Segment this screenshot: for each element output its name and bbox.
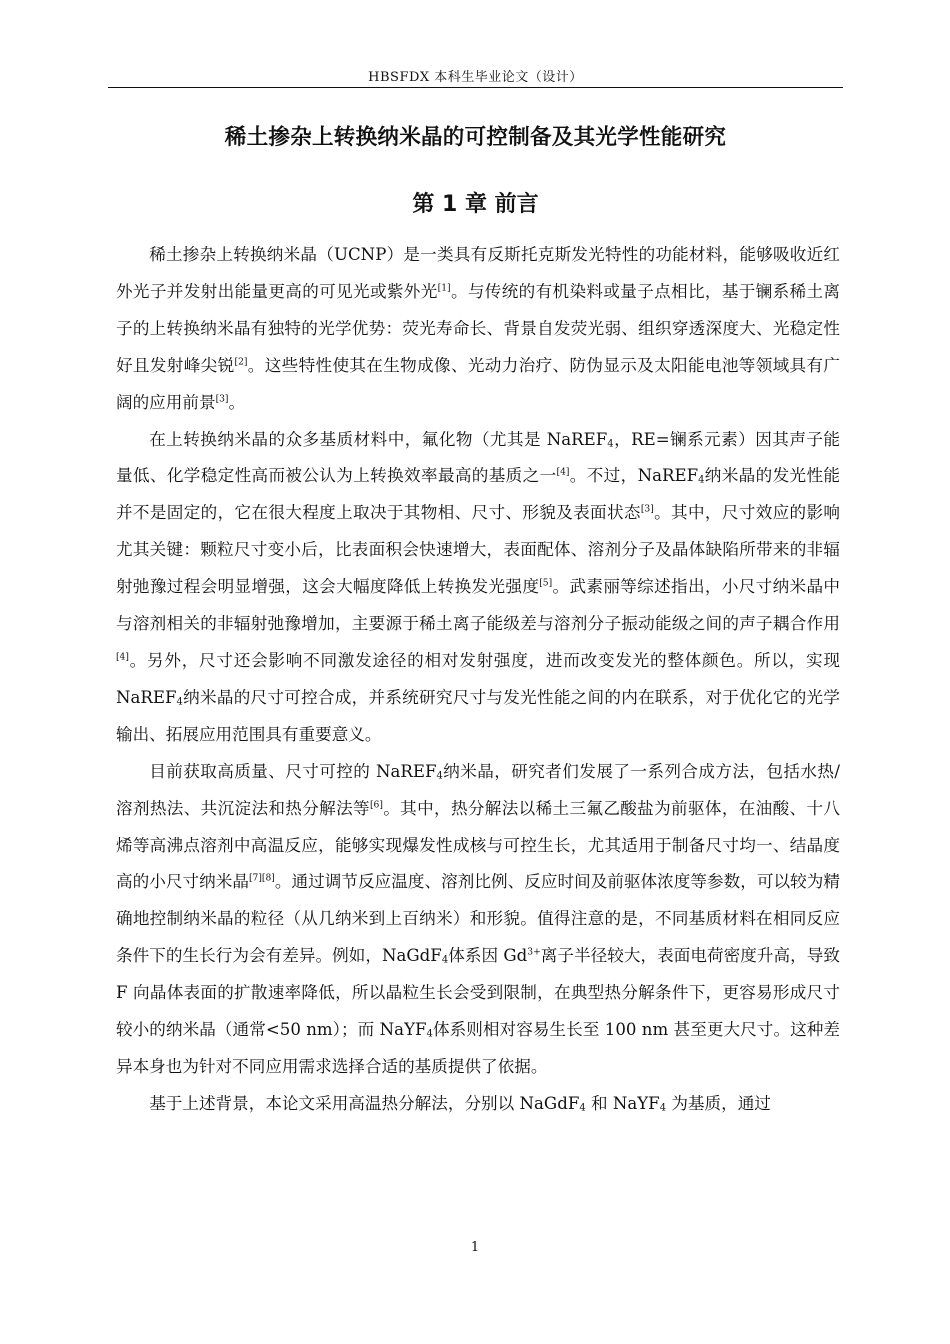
- paragraph-4: [116, 1086, 840, 1123]
- chemical-subscript: 4: [436, 770, 443, 782]
- chemical-subscript: 4: [176, 696, 183, 708]
- chemical-subscript: 4: [659, 1102, 667, 1114]
- chemical-subscript: 4: [579, 1102, 586, 1114]
- citation-superscript: [7][8]: [248, 874, 275, 885]
- header-rule: [108, 87, 843, 88]
- text-run: 。另外，尺寸还会影响不同激发途径的相对发射强度，进而改变发光的整体颜色。所以，实现 NaREF: [116, 650, 840, 707]
- text-run: 稀土掺杂上转换纳米晶（UCNP）是一类具有反斯托克斯发光特性的功能材料，能够吸收近红外光子并发射出能量更高的可见光或紫外光: [116, 245, 840, 301]
- thesis-title: 稀土掺杂上转换纳米晶的可控制备及其光学性能研究: [224, 125, 727, 150]
- citation-superscript: [4]: [556, 468, 570, 479]
- citation-superscript: [3]: [640, 504, 654, 515]
- running-header: HBSFDX 本科生毕业论文（设计）: [368, 70, 583, 85]
- citation-superscript: [5]: [539, 578, 553, 589]
- citation-superscript: [1]: [437, 283, 451, 294]
- text-run: 。其中，热分解法以稀土三氟乙酸盐为前驱体，在油酸、十八烯等高沸点溶剂中高温反应，能够实现爆发性成核与可控生长，尤其适用于制备尺寸均一、结晶度高的小尺寸纳米晶: [116, 798, 841, 892]
- text-run: 在上转换纳米晶的众多基质材料中，氟化物（尤其是 NaREF: [149, 429, 608, 449]
- text-run: 。通过调节反应温度、溶剂比例、反应时间及前驱体浓度等参数，可以较为精确地控制纳米晶的粒径（从几纳米到上百纳米）和形貌。值得注意的是，不同基质材料在相同反应条件下的生长行为会有差异。例如，NaGdF: [116, 872, 841, 966]
- chemical-subscript: 4: [441, 954, 449, 966]
- text-run: 。这些特性使其在生物成像、光动力治疗、防伪显示及太阳能电池等领域具有广阔的应用前景: [116, 355, 841, 412]
- chemical-subscript: 4: [698, 474, 705, 486]
- chemical-subscript: 4: [426, 1028, 433, 1040]
- text-run: 为基质，通过: [666, 1093, 771, 1113]
- text-run: 。其中，尺寸效应的影响尤其关键：颗粒尺寸变小后，比表面积会快速增大，表面配体、溶剂分子及晶体缺陷所带来的非辐射弛豫过程会明显增强，这会大幅度降低上转换发光强度: [116, 503, 841, 597]
- text-run: 纳米晶的发光性能并不是固定的，它在很大程度上取决于其物相、尺寸、形貌及表面状态: [116, 466, 840, 523]
- text-run: ，RE=镧系元素）因其声子能量低、化学稳定性高而被公认为上转换效率最高的基质之一: [116, 429, 840, 486]
- citation-superscript: 3+: [527, 947, 541, 958]
- citation-superscript: [6]: [369, 800, 383, 811]
- page-number: 1: [470, 1240, 480, 1255]
- text-run: 。不过，NaREF: [569, 466, 699, 486]
- paragraph-3: [116, 754, 840, 1086]
- body-text: [116, 237, 840, 1123]
- text-run: 。与传统的有机染料或量子点相比，基于镧系稀土离子的上转换纳米晶有独特的光学优势：荧光寿命长、背景自发荧光弱、组织穿透深度大、光稳定性好且发射峰尖锐: [116, 281, 840, 375]
- citation-superscript: [4]: [116, 652, 129, 663]
- chapter-heading: 第 1 章 前言: [412, 192, 539, 217]
- text-run: 离子半径较大，表面电荷密度升高，导致 F 向晶体表面的扩散速率降低，所以晶粒生长会受到限制，在典型热分解条件下，更容易形成尺寸较小的纳米晶（通常<50 nm）；而 NaYF: [116, 946, 841, 1040]
- paragraph-1: [116, 237, 840, 422]
- text-run: 目前获取高质量、尺寸可控的 NaREF: [149, 761, 437, 781]
- text-run: 基于上述背景，本论文采用高温热分解法，分别以 NaGdF: [149, 1093, 580, 1113]
- text-run: 纳米晶，研究者们发展了一系列合成方法，包括水热/溶剂热法、共沉淀法和热分解法等: [116, 761, 840, 818]
- paragraph-2: [116, 422, 840, 754]
- text-run: 。武素丽等综述指出，小尺寸纳米晶中与溶剂相关的非辐射弛豫增加，主要源于稀土离子能级差与溶剂分子振动能级之间的声子耦合作用: [116, 577, 840, 634]
- text-run: 和 NaYF: [585, 1093, 660, 1113]
- text-run: 体系因 Gd: [448, 946, 528, 966]
- text-run: 体系则相对容易生长至 100 nm 甚至更大尺寸。这种差异本身也为针对不同应用需求选择合适的基质提供了依据。: [116, 1020, 840, 1076]
- citation-superscript: [3]: [215, 394, 229, 405]
- text-run: 。: [228, 392, 246, 412]
- chemical-subscript: 4: [607, 438, 614, 450]
- text-run: 纳米晶的尺寸可控合成，并系统研究尺寸与发光性能之间的内在联系，对于优化它的光学输出、拓展应用范围具有重要意义。: [116, 687, 840, 744]
- citation-superscript: [2]: [234, 357, 248, 368]
